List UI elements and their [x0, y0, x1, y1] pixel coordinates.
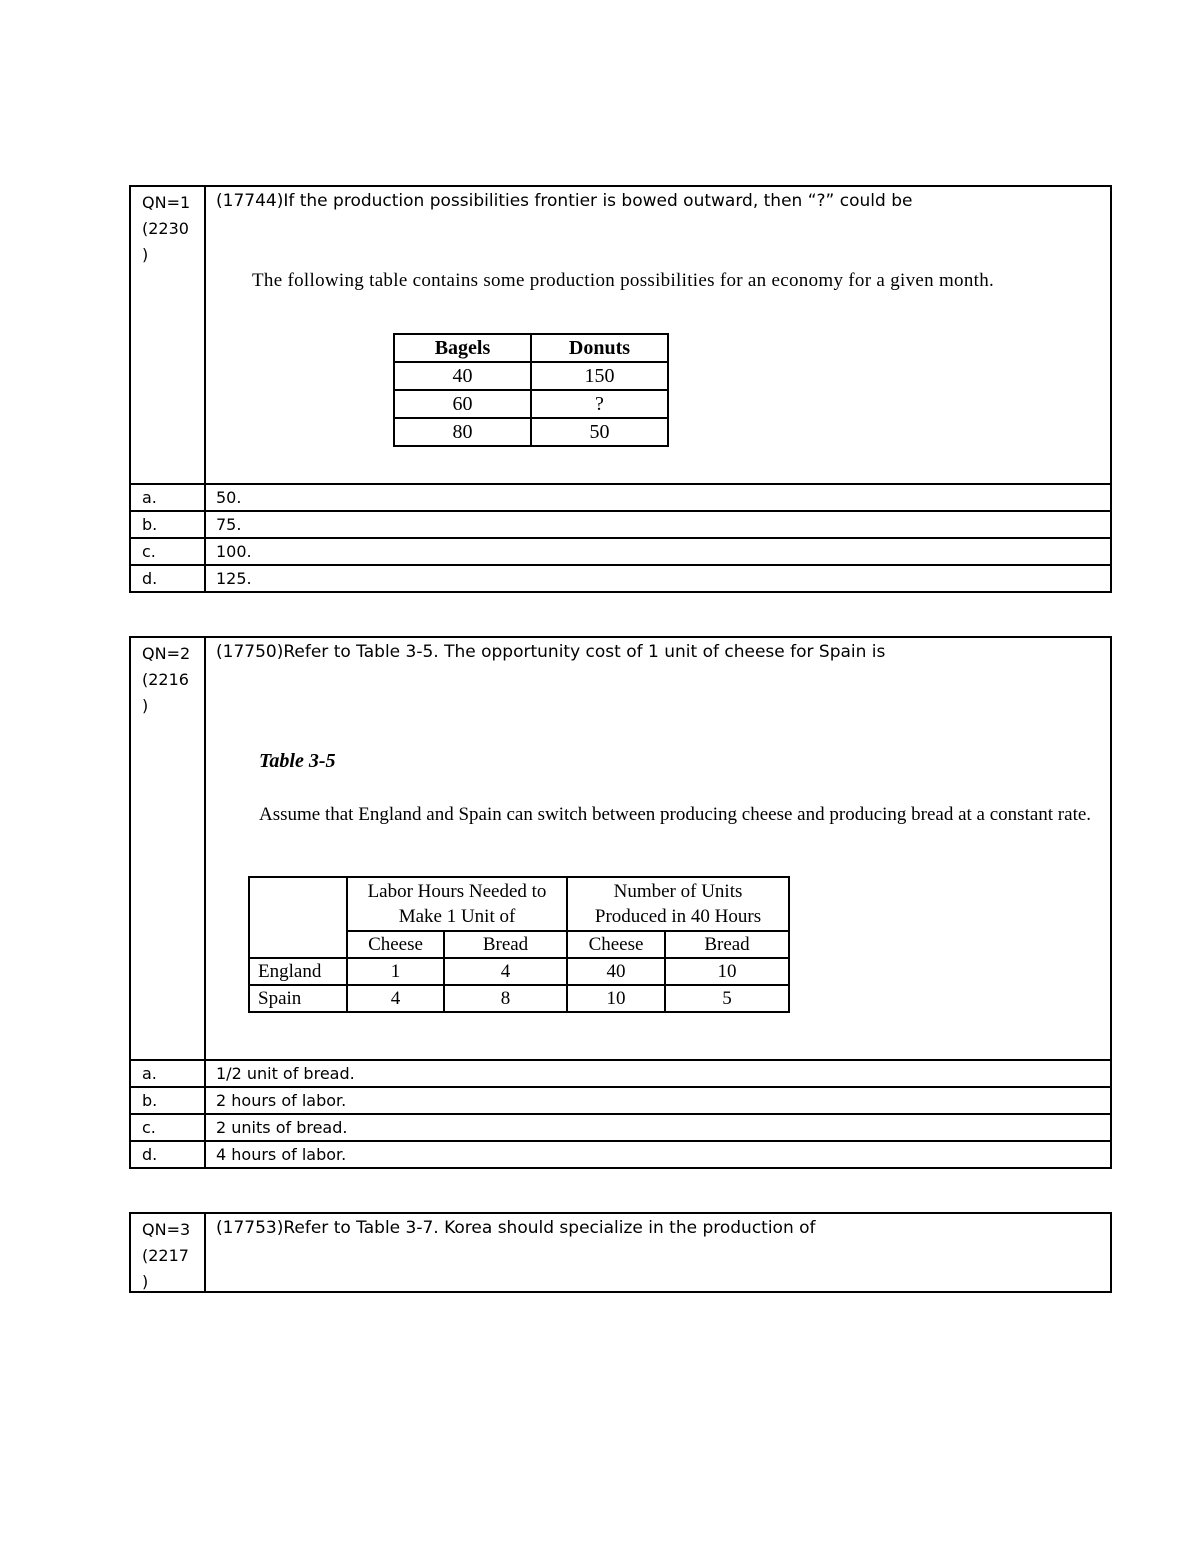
empty-header-cell	[249, 877, 347, 958]
question-stem: (17750)Refer to Table 3-5. The opportunity cost of 1 unit of cheese for Spain is	[216, 642, 886, 662]
row-header: Spain	[249, 985, 347, 1012]
table-cell: 10	[665, 958, 789, 985]
table-cell: 4	[444, 958, 567, 985]
column-header: Cheese	[347, 931, 444, 958]
option-letter: d.	[131, 1142, 206, 1167]
table-row	[249, 985, 789, 1012]
table-intro: The following table contains some production possibilities for an economy for a given month.	[252, 270, 995, 291]
answer-option-c[interactable]	[131, 537, 1110, 564]
question-number: QN=1 (2230 )	[131, 187, 206, 483]
option-letter: d.	[131, 566, 206, 591]
question-stem: (17744)If the production possibilities frontier is bowed outward, then “?” could be	[216, 191, 913, 211]
table-cell: 60	[394, 390, 531, 418]
option-text: 2 hours of labor.	[216, 1091, 347, 1110]
table-cell: 50	[531, 418, 668, 446]
table-cell: 4	[347, 985, 444, 1012]
table-row	[249, 958, 789, 985]
answer-option-a[interactable]	[131, 483, 1110, 510]
group-header-units: Number of Units Produced in 40 Hours	[567, 877, 789, 931]
group-header-labor: Labor Hours Needed to Make 1 Unit of	[347, 877, 567, 931]
option-letter: b.	[131, 1088, 206, 1113]
question-number: QN=3 (2217 )	[131, 1214, 206, 1291]
question-3	[129, 1212, 1112, 1293]
answer-option-d[interactable]	[131, 564, 1110, 591]
question-number: QN=2 (2216 )	[131, 638, 206, 1059]
option-text: 2 units of bread.	[216, 1118, 348, 1137]
answer-option-b[interactable]	[131, 510, 1110, 537]
row-header: England	[249, 958, 347, 985]
option-text: 4 hours of labor.	[216, 1145, 347, 1164]
table-cell: 150	[531, 362, 668, 390]
table-note: Assume that England and Spain can switch between producing cheese and producing bread at a constant rate.	[259, 804, 1092, 825]
answer-option-b[interactable]	[131, 1086, 1110, 1113]
option-letter: b.	[131, 512, 206, 537]
option-letter: a.	[131, 485, 206, 510]
question-stem: (17753)Refer to Table 3-7. Korea should specialize in the production of	[216, 1218, 816, 1238]
column-header: Cheese	[567, 931, 665, 958]
option-text: 75.	[216, 515, 242, 534]
answer-option-a[interactable]	[131, 1059, 1110, 1086]
column-header: Bread	[665, 931, 789, 958]
table-cell: 80	[394, 418, 531, 446]
option-text: 1/2 unit of bread.	[216, 1064, 355, 1083]
answer-option-d[interactable]	[131, 1140, 1110, 1167]
table-cell: 10	[567, 985, 665, 1012]
table-row	[394, 362, 668, 390]
table-row	[394, 390, 668, 418]
option-text: 50.	[216, 488, 242, 507]
option-letter: c.	[131, 539, 206, 564]
table-title: Table 3-5	[259, 750, 336, 772]
question-1	[129, 185, 1112, 593]
option-text: 100.	[216, 542, 252, 561]
option-text: 125.	[216, 569, 252, 588]
column-header: Bread	[444, 931, 567, 958]
labor-hours-table	[248, 876, 790, 1013]
table-cell: ?	[531, 390, 668, 418]
table-cell: 5	[665, 985, 789, 1012]
table-cell: 8	[444, 985, 567, 1012]
question-2	[129, 636, 1112, 1169]
table-header: Bagels	[394, 334, 531, 362]
option-letter: c.	[131, 1115, 206, 1140]
production-possibilities-table	[393, 333, 669, 447]
answer-option-c[interactable]	[131, 1113, 1110, 1140]
table-row	[394, 418, 668, 446]
table-cell: 40	[394, 362, 531, 390]
table-header: Donuts	[531, 334, 668, 362]
option-letter: a.	[131, 1061, 206, 1086]
table-cell: 40	[567, 958, 665, 985]
table-cell: 1	[347, 958, 444, 985]
